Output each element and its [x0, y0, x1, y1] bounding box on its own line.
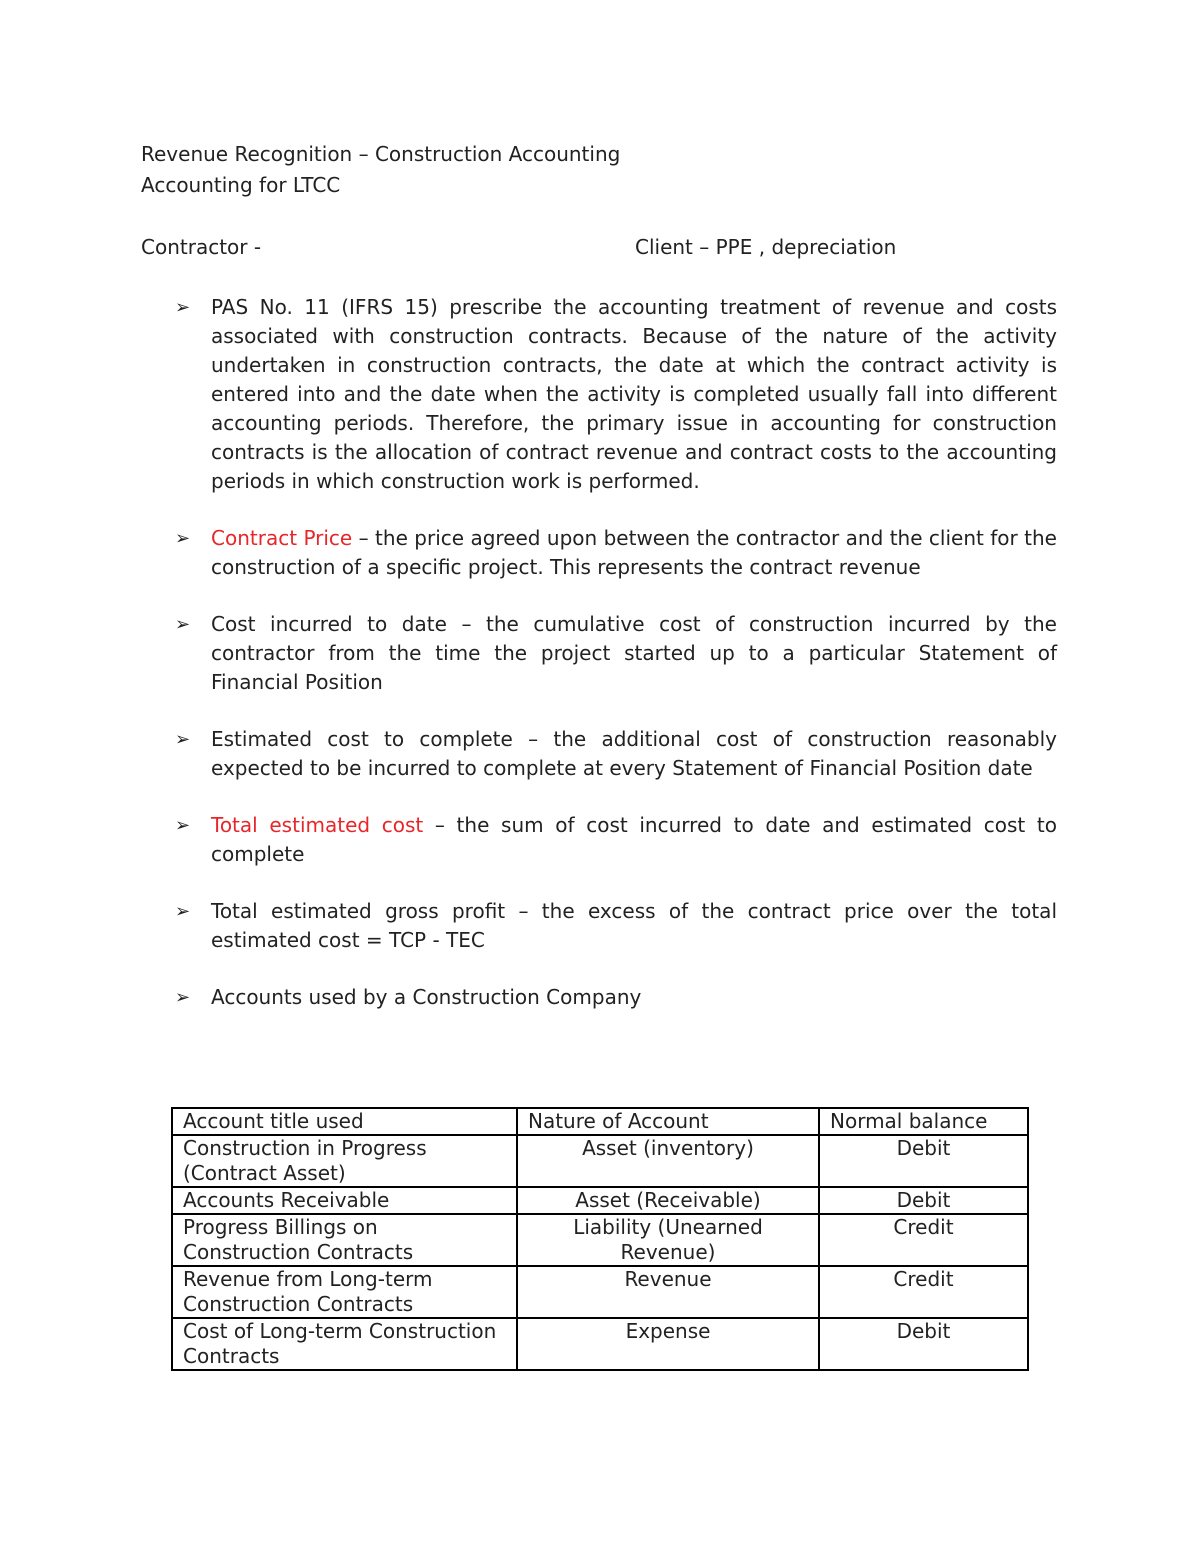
nature-cell: Liability (Unearned Revenue) [517, 1214, 819, 1266]
bullet-term: Contract Price [211, 526, 353, 550]
arrow-bullet-icon: ➢ [175, 987, 191, 1008]
balance-cell: Debit [819, 1135, 1028, 1187]
arrow-bullet-icon: ➢ [175, 729, 191, 750]
list-item [175, 983, 1057, 1012]
document-subtitle: Accounting for LTCC [141, 173, 341, 197]
contractor-label: Contractor - [141, 235, 262, 259]
list-item [175, 725, 1057, 783]
nature-cell: Asset (inventory) [517, 1135, 819, 1187]
definition-list [175, 293, 1057, 1040]
arrow-bullet-icon: ➢ [175, 528, 191, 549]
account-title-cell: Cost of Long-term Construction Contracts [172, 1318, 517, 1370]
list-item [175, 897, 1057, 955]
table-row [172, 1135, 1028, 1187]
nature-cell: Revenue [517, 1266, 819, 1318]
header-account-title: Account title used [172, 1108, 517, 1135]
bullet-text: PAS No. 11 (IFRS 15) prescribe the accounting treatment of revenue and costs associated with construction contracts. Because of the nature of the activity undertaken in construction contracts, the date at which the contract activity is entered into and the date when the activity is completed usually fall into different accounting periods. Therefore, the primary issue in accounting for construction contracts is the allocation of contract revenue and contract costs to the accounting periods in which construction work is performed. [211, 295, 1057, 493]
table-header-row [172, 1108, 1028, 1135]
list-item [175, 610, 1057, 697]
header-nature: Nature of Account [517, 1108, 819, 1135]
bullet-text: Total estimated gross profit – the excess of the contract price over the total estimated cost = TCP - TEC [211, 899, 1057, 952]
bullet-text: – the price agreed upon between the contractor and the client for the construction of a specific project. This represents the contract revenue [211, 526, 1057, 579]
balance-cell: Debit [819, 1187, 1028, 1214]
nature-cell: Expense [517, 1318, 819, 1370]
list-item [175, 293, 1057, 496]
accounts-table [171, 1107, 1029, 1371]
arrow-bullet-icon: ➢ [175, 614, 191, 635]
table-row [172, 1318, 1028, 1370]
document-title: Revenue Recognition – Construction Accounting [141, 142, 621, 166]
account-title-cell: Accounts Receivable [172, 1187, 517, 1214]
nature-cell: Asset (Receivable) [517, 1187, 819, 1214]
balance-cell: Credit [819, 1266, 1028, 1318]
bullet-term: Total estimated cost [211, 813, 424, 837]
bullet-text: Estimated cost to complete – the additional cost of construction reasonably expected to be incurred to complete at every Statement of Financial Position date [211, 727, 1057, 780]
account-title-cell: Progress Billings on Construction Contracts [172, 1214, 517, 1266]
table-row [172, 1187, 1028, 1214]
bullet-text: – the sum of cost incurred to date and estimated cost to complete [211, 813, 1057, 866]
account-title-cell: Revenue from Long-term Construction Contracts [172, 1266, 517, 1318]
client-label: Client – PPE , depreciation [635, 235, 897, 259]
arrow-bullet-icon: ➢ [175, 297, 191, 318]
balance-cell: Debit [819, 1318, 1028, 1370]
table-row [172, 1214, 1028, 1266]
table-row [172, 1266, 1028, 1318]
account-title-cell: Construction in Progress (Contract Asset) [172, 1135, 517, 1187]
arrow-bullet-icon: ➢ [175, 901, 191, 922]
header-normal-balance: Normal balance [819, 1108, 1028, 1135]
bullet-text: Accounts used by a Construction Company [211, 985, 642, 1009]
bullet-text: Cost incurred to date – the cumulative cost of construction incurred by the contractor from the time the project started up to a particular Statement of Financial Position [211, 612, 1057, 694]
balance-cell: Credit [819, 1214, 1028, 1266]
list-item [175, 524, 1057, 582]
arrow-bullet-icon: ➢ [175, 815, 191, 836]
list-item [175, 811, 1057, 869]
